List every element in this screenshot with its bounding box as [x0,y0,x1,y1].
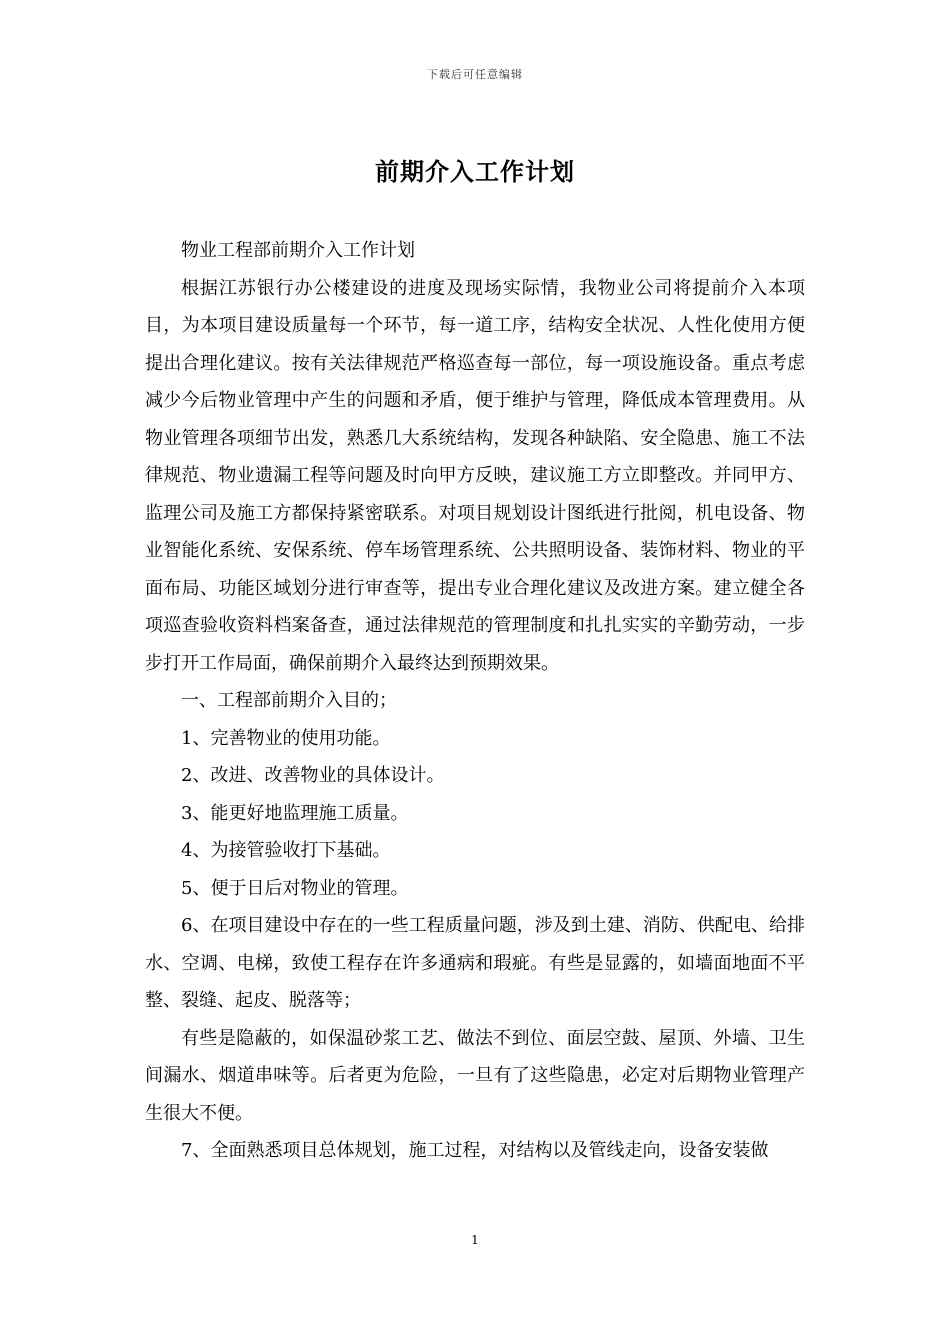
list-item: 4、为接管验收打下基础。 [181,840,391,861]
page-number: 1 [471,1233,479,1247]
purpose-heading: 一、工程部前期介入目的； [181,690,397,711]
list-item: 1、完善物业的使用功能。 [181,727,391,749]
list-item: 2、改进、改善物业的具体设计。 [181,765,445,786]
list-item: 7、全面熟悉项目总体规划，施工过程，对结构以及管线走向，设备安装做 [181,1140,769,1161]
section-heading: 物业工程部前期介入工作计划 [181,240,415,261]
list-item: 6、在项目建设中存在的一些工程质量问题，涉及到土建、消防、供配电、给排水、空调、电梯，致使工程存在许多通病和瑕疵。有些是显露的，如墙面地面不平整、裂缝、起皮、脱落等； [145,915,805,1011]
document-body [145,232,805,1170]
list-item: 3、能更好地监理施工质量。 [181,802,409,824]
list-item: 5、便于日后对物业的管理。 [181,877,409,899]
body-paragraph: 有些是隐蔽的，如保温砂浆工艺、做法不到位、面层空鼓、屋顶、外墙、卫生间漏水、烟道串味等。后者更为危险，一旦有了这些隐患，必定对后期物业管理产生很大不便。 [145,1027,805,1124]
page-header-note: 下载后可任意编辑 [427,68,523,81]
intro-paragraph: 根据江苏银行办公楼建设的进度及现场实际情，我物业公司将提前介入本项目，为本项目建设质量每一个环节，每一道工序，结构安全状况、人性化使用方便提出合理化建议。按有关法律规范严格巡查每一部位，每一项设施设备。重点考虑减少今后物业管理中产生的问题和矛盾，便于维护与管理，降低成本管理费用。从物业管理各项细节出发，熟悉几大系统结构，发现各种缺陷、安全隐患、施工不法律规范、物业遗漏工程等问题及时向甲方反映，建议施工方立即整改。并同甲方、监理公司及施工方都保持紧密联系。对项目规划设计图纸进行批阅，机电设备、物业智能化系统、安保系统、停车场管理系统、公共照明设备、装饰材料、物业的平面布局、功能区域划分进行审查等，提出专业合理化建议及改进方案。建立健全各项巡查验收资料档案备查，通过法律规范的管理制度和扎扎实实的辛勤劳动，一步步打开工作局面，确保前期介入最终达到预期效果。 [145,277,805,674]
document-title: 前期介入工作计划 [375,157,575,186]
